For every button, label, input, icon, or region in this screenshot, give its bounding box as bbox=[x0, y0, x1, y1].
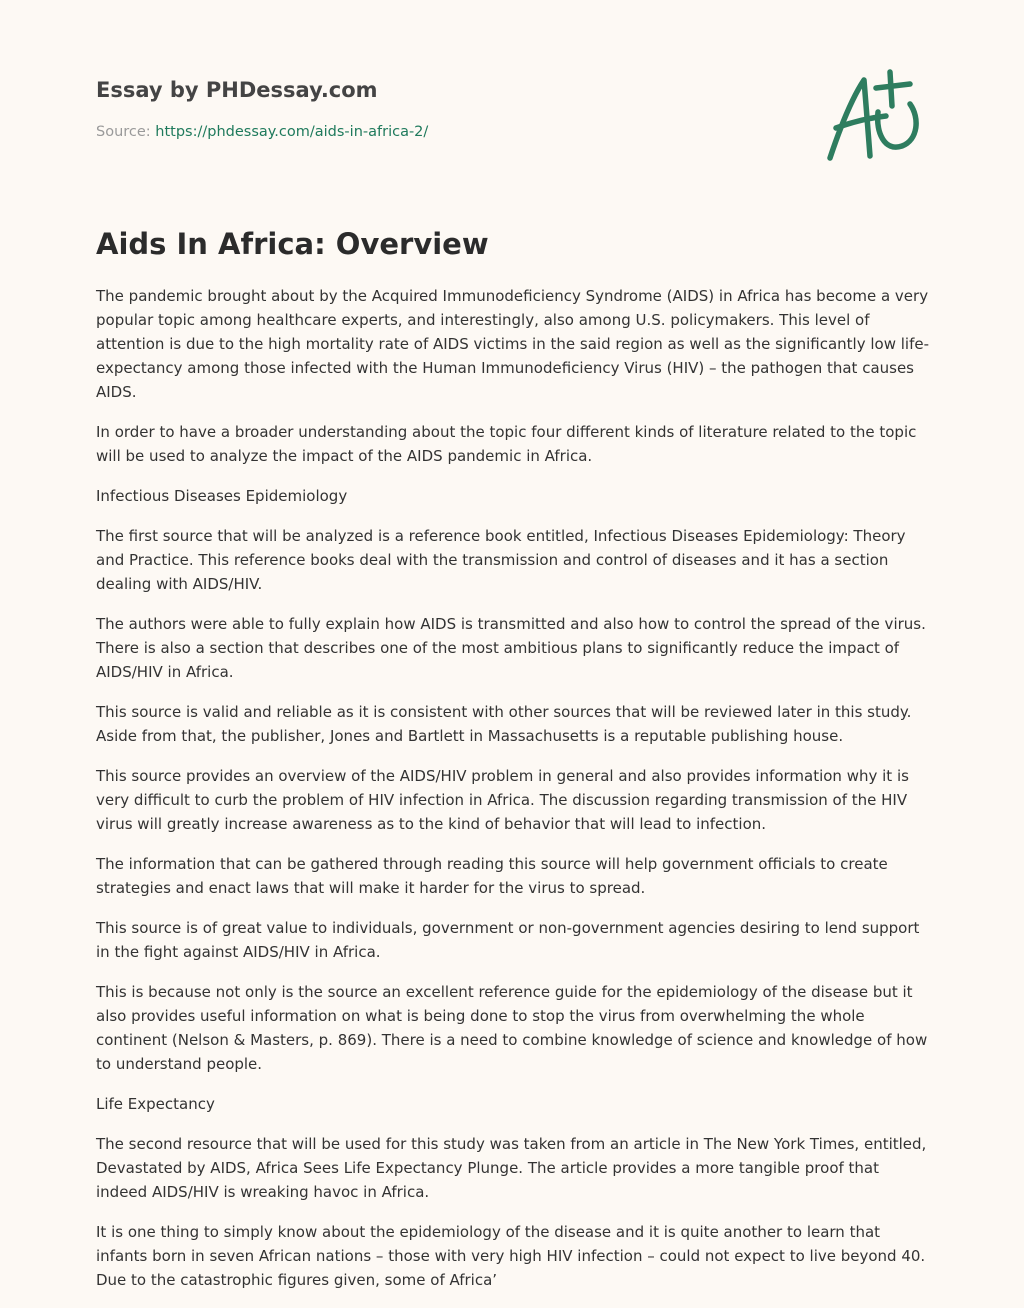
paragraph: In order to have a broader understanding about the topic four different kinds of literature related to the topic will be used to analyze the impact of the AIDS pandemic in Africa. bbox=[96, 423, 917, 465]
paragraph: This source is valid and reliable as it is consistent with other sources that will be reviewed later in this study. Aside from that, the publisher, Jones and Bartlett in Massachusetts is a reputable publishing house. bbox=[96, 703, 912, 745]
paragraph: This source provides an overview of the AIDS/HIV problem in general and also provides information why it is very difficult to curb the problem of HIV infection in Africa. The discussion regarding transmission of the HIV virus will greatly increase awareness as to the kind of behavior that will lead to infection. bbox=[96, 767, 909, 833]
section-heading: Life Expectancy bbox=[96, 1095, 215, 1113]
paragraph: It is one thing to simply know about the epidemiology of the disease and it is quite another to learn that infants born in seven African nations – those with very high HIV infection – could not expect to live beyond 40. Due to the catastrophic figures given, some of Africa’ bbox=[96, 1223, 926, 1289]
paragraph: The authors were able to fully explain how AIDS is transmitted and also how to control the spread of the virus. There is also a section that describes one of the most ambitious plans to significantly reduce the impact of AIDS/HIV in Africa. bbox=[96, 615, 926, 681]
paragraph: The pandemic brought about by the Acquired Immunodeficiency Syndrome (AIDS) in Africa has become a very popular topic among healthcare experts, and interestingly, also among U.S. policymakers. This level of attention is due to the high mortality rate of AIDS victims in the said region as well as the significantly low life-expectancy among those infected with the Human Immunodeficiency Virus (HIV) – the pathogen that causes AIDS. bbox=[96, 287, 929, 401]
a-plus-logo-icon bbox=[818, 66, 930, 166]
section-heading: Infectious Diseases Epidemiology bbox=[96, 487, 348, 505]
paragraph: The first source that will be analyzed is a reference book entitled, Infectious Diseases Epidemiology: Theory and Practice. This reference books deal with the transmission and control of diseases and it has a section dealing with AIDS/HIV. bbox=[96, 527, 906, 593]
paragraph: This source is of great value to individuals, government or non-government agencies desiring to lend support in the fight against AIDS/HIV in Africa. bbox=[96, 919, 920, 961]
essay-header bbox=[96, 74, 796, 142]
source-label: Source: bbox=[96, 124, 151, 140]
essay-body bbox=[96, 284, 934, 1308]
paragraph: The second resource that will be used for this study was taken from an article in The New York Times, entitled, Devastated by AIDS, Africa Sees Life Expectancy Plunge. The article provides a more tangible proof that indeed AIDS/HIV is wreaking havoc in Africa. bbox=[96, 1135, 927, 1201]
paragraph: The information that can be gathered through reading this source will help government officials to create strategies and enact laws that will make it harder for the virus to spread. bbox=[96, 855, 888, 897]
source-line bbox=[96, 122, 796, 142]
site-brand: Essay by PHDessay.com bbox=[96, 78, 378, 102]
paragraph: This is because not only is the source an excellent reference guide for the epidemiology of the disease but it also provides useful information on what is being done to stop the virus from overwhelming the whole continent (Nelson & Masters, p. 869). There is a need to combine knowledge of science and knowledge of how to understand people. bbox=[96, 983, 928, 1073]
essay-title: Aids In Africa: Overview bbox=[96, 227, 489, 261]
source-link[interactable]: https://phdessay.com/aids-in-africa-2/ bbox=[155, 124, 429, 140]
